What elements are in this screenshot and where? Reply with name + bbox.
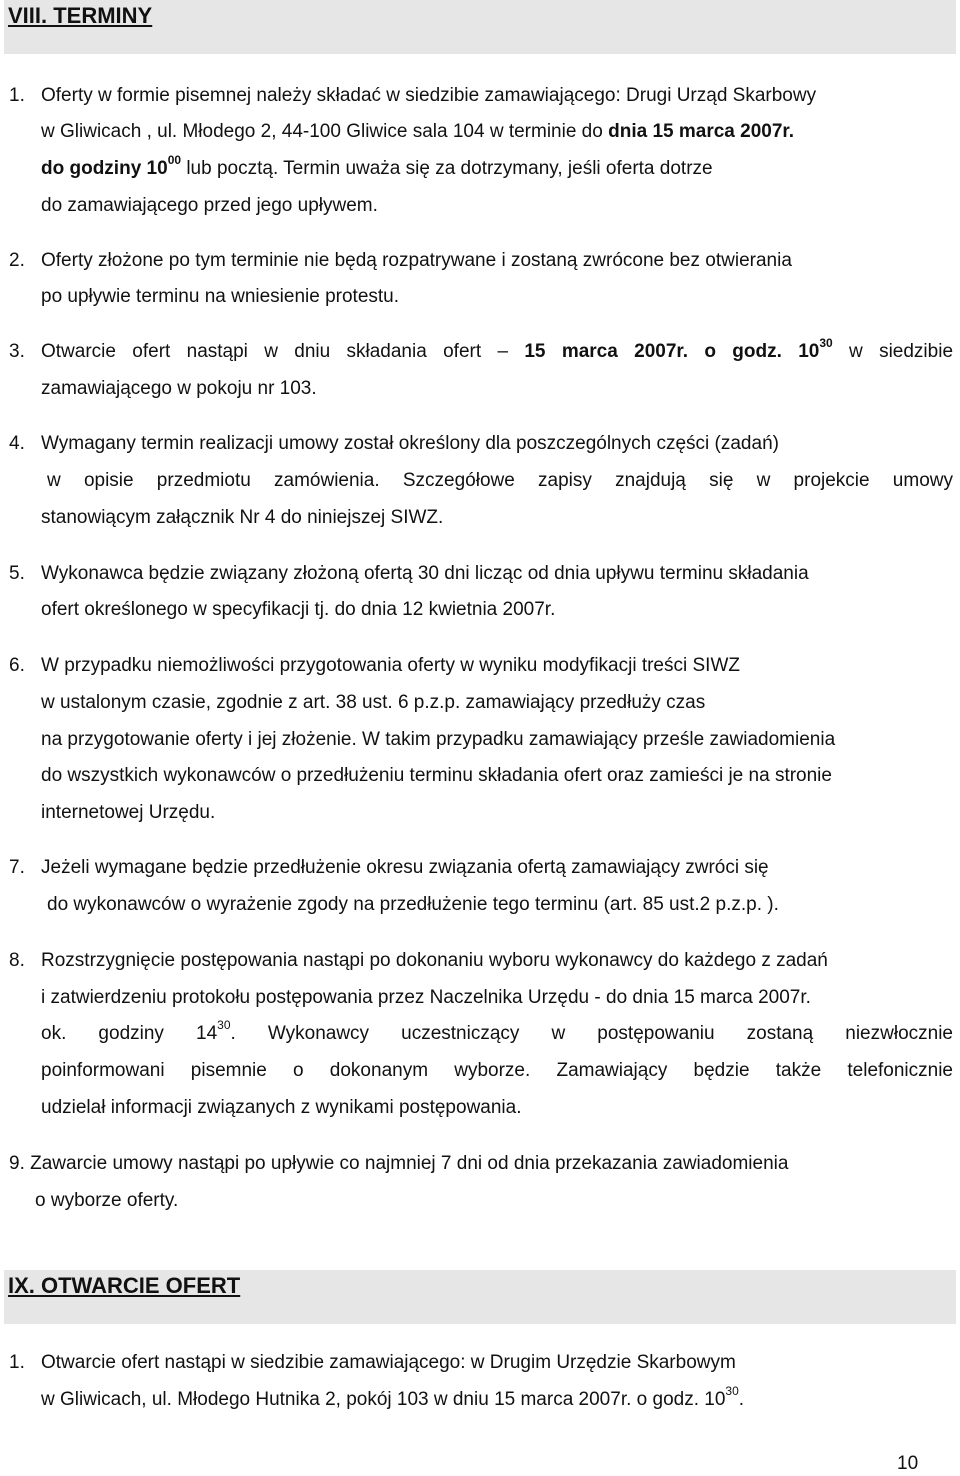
hour-minutes: 30 bbox=[217, 1017, 231, 1032]
item-6-line-5 bbox=[41, 801, 215, 825]
item-2-line-2 bbox=[41, 285, 399, 309]
item-number: 1. bbox=[9, 85, 25, 106]
text: ok. godziny 14 bbox=[41, 1023, 218, 1044]
text: W przypadku niemożliwości przygotowania oferty w wyniku modyfikacji treści SIWZ bbox=[41, 655, 740, 676]
text: do wszystkich wykonawców o przedłużeniu terminu składania ofert oraz zamieści je na stronie bbox=[41, 765, 832, 786]
deadline-hour: do godziny 10 bbox=[41, 158, 168, 179]
text: w Gliwicach , ul. Młodego 2, 44-100 Gliwice sala 104 w terminie do bbox=[41, 121, 609, 142]
page-number: 10 bbox=[897, 1453, 919, 1474]
text: do zamawiającego przed jego upływem. bbox=[41, 195, 378, 216]
item-7-line-1 bbox=[41, 856, 769, 880]
deadline-minutes: 00 bbox=[167, 152, 182, 167]
text: zamawiającego w pokoju nr 103. bbox=[41, 378, 317, 399]
item-4-line-2 bbox=[47, 469, 953, 493]
item-4-line-1 bbox=[41, 432, 779, 456]
item-8-line-5 bbox=[41, 1096, 522, 1120]
text: udzielał informacji związanych z wynikami postępowania. bbox=[41, 1097, 522, 1118]
item-1-line-4 bbox=[41, 194, 378, 218]
text: do wykonawców o wyrażenie zgody na przedłużenie tego terminu (art. 85 ust.2 p.z.p. ). bbox=[47, 894, 779, 915]
text: Wymagany termin realizacji umowy został określony dla poszczególnych części (zadań) bbox=[41, 433, 779, 454]
item-9-line-2 bbox=[35, 1189, 178, 1213]
section-title: VIII. TERMINY bbox=[8, 3, 153, 28]
opening-minutes: 30 bbox=[819, 335, 833, 350]
text: o wyborze oferty. bbox=[35, 1190, 179, 1211]
text: poinformowani pisemnie o dokonanym wyborze. Zamawiający będzie także telefonicznie bbox=[41, 1060, 953, 1081]
text: w Gliwicach, ul. Młodego Hutnika 2, pokój 103 w dniu 15 marca 2007r. o godz. 10 bbox=[41, 1389, 726, 1410]
text: Otwarcie ofert nastąpi w dniu składania ofert – bbox=[41, 341, 525, 362]
text: stanowiącym załącznik Nr 4 do niniejszej SIWZ. bbox=[41, 507, 444, 528]
opening-minutes: 30 bbox=[725, 1383, 739, 1398]
item-4-line-3 bbox=[41, 506, 443, 530]
deadline-date: dnia 15 marca 2007r. bbox=[608, 121, 795, 142]
section-title: IX. OTWARCIE OFERT bbox=[8, 1273, 241, 1298]
text: Oferty w formie pisemnej należy składać w siedzibie zamawiającego: Drugi Urząd Skarbowy bbox=[41, 85, 817, 106]
text: na przygotowanie oferty i jej złożenie. W takim przypadku zamawiający prześle zawiadomienia bbox=[41, 729, 836, 750]
text: w opisie przedmiotu zamówienia. Szczegółowe zapisy znajdują się w projekcie umowy bbox=[47, 470, 953, 491]
text: Otwarcie ofert nastąpi w siedzibie zamawiającego: w Drugim Urzędzie Skarbowym bbox=[41, 1352, 736, 1373]
text: w ustalonym czasie, zgodnie z art. 38 ust. 6 p.z.p. zamawiający przedłuży czas bbox=[41, 692, 706, 713]
text: Rozstrzygnięcie postępowania nastąpi po dokonaniu wyboru wykonawcy do każdego z zadań bbox=[41, 950, 828, 971]
item-8-line-4 bbox=[41, 1059, 953, 1083]
text: po upływie terminu na wniesienie protestu. bbox=[41, 286, 400, 307]
item-8-line-3 bbox=[41, 1017, 953, 1046]
text: . bbox=[738, 1389, 745, 1410]
item-5-line-1 bbox=[41, 562, 809, 586]
text: Wykonawca będzie związany złożoną ofertą 30 dni licząc od dnia upływu terminu składania bbox=[41, 563, 809, 584]
item-7-line-2 bbox=[47, 893, 779, 917]
item-number: 1. bbox=[9, 1352, 25, 1373]
item-6-line-4 bbox=[41, 764, 832, 788]
item-3-line-1 bbox=[41, 335, 954, 364]
text: 9. Zawarcie umowy nastąpi po upływie co najmniej 7 dni od dnia przekazania zawiadomienia bbox=[9, 1153, 789, 1174]
item-number: 8. bbox=[9, 950, 25, 971]
item-1-line-1 bbox=[41, 84, 816, 108]
section9-item-1-line-1 bbox=[41, 1351, 736, 1375]
opening-datetime: 15 marca 2007r. o godz. 10 bbox=[524, 341, 820, 362]
item-number: 3. bbox=[9, 341, 25, 362]
item-number: 5. bbox=[9, 563, 25, 584]
item-number: 6. bbox=[9, 655, 25, 676]
item-9-line-1 bbox=[9, 1152, 788, 1176]
text: Jeżeli wymagane będzie przedłużenie okresu związania ofertą zamawiający zwróci się bbox=[41, 857, 769, 878]
text: . Wykonawcy uczestniczący w postępowaniu zostaną niezwłocznie bbox=[230, 1023, 953, 1044]
item-1-line-2 bbox=[41, 120, 794, 144]
text: ofert określonego w specyfikacji tj. do dnia 12 kwietnia 2007r. bbox=[41, 599, 556, 620]
item-number: 4. bbox=[9, 433, 25, 454]
text: lub pocztą. Termin uważa się za dotrzymany, jeśli oferta dotrze bbox=[181, 158, 713, 179]
item-6-line-3 bbox=[41, 728, 835, 752]
item-1-line-3 bbox=[41, 152, 713, 181]
text: w siedzibie bbox=[832, 341, 954, 362]
item-8-line-1 bbox=[41, 949, 828, 973]
section9-item-1-line-2 bbox=[41, 1383, 745, 1412]
section-header-otwarcie-ofert bbox=[4, 1270, 956, 1324]
section-header-terminy bbox=[4, 0, 956, 54]
text: Oferty złożone po tym terminie nie będą rozpatrywane i zostaną zwrócone bez otwierania bbox=[41, 250, 792, 271]
item-6-line-1 bbox=[41, 654, 740, 678]
item-6-line-2 bbox=[41, 691, 705, 715]
item-number: 2. bbox=[9, 250, 25, 271]
text: i zatwierdzeniu protokołu postępowania przez Naczelnika Urzędu - do dnia 15 marca 2007r. bbox=[41, 987, 811, 1008]
item-5-line-2 bbox=[41, 598, 555, 622]
text: internetowej Urzędu. bbox=[41, 802, 216, 823]
item-8-line-2 bbox=[41, 986, 811, 1010]
item-2-line-1 bbox=[41, 249, 792, 273]
item-3-line-2 bbox=[41, 377, 317, 401]
item-number: 7. bbox=[9, 857, 25, 878]
